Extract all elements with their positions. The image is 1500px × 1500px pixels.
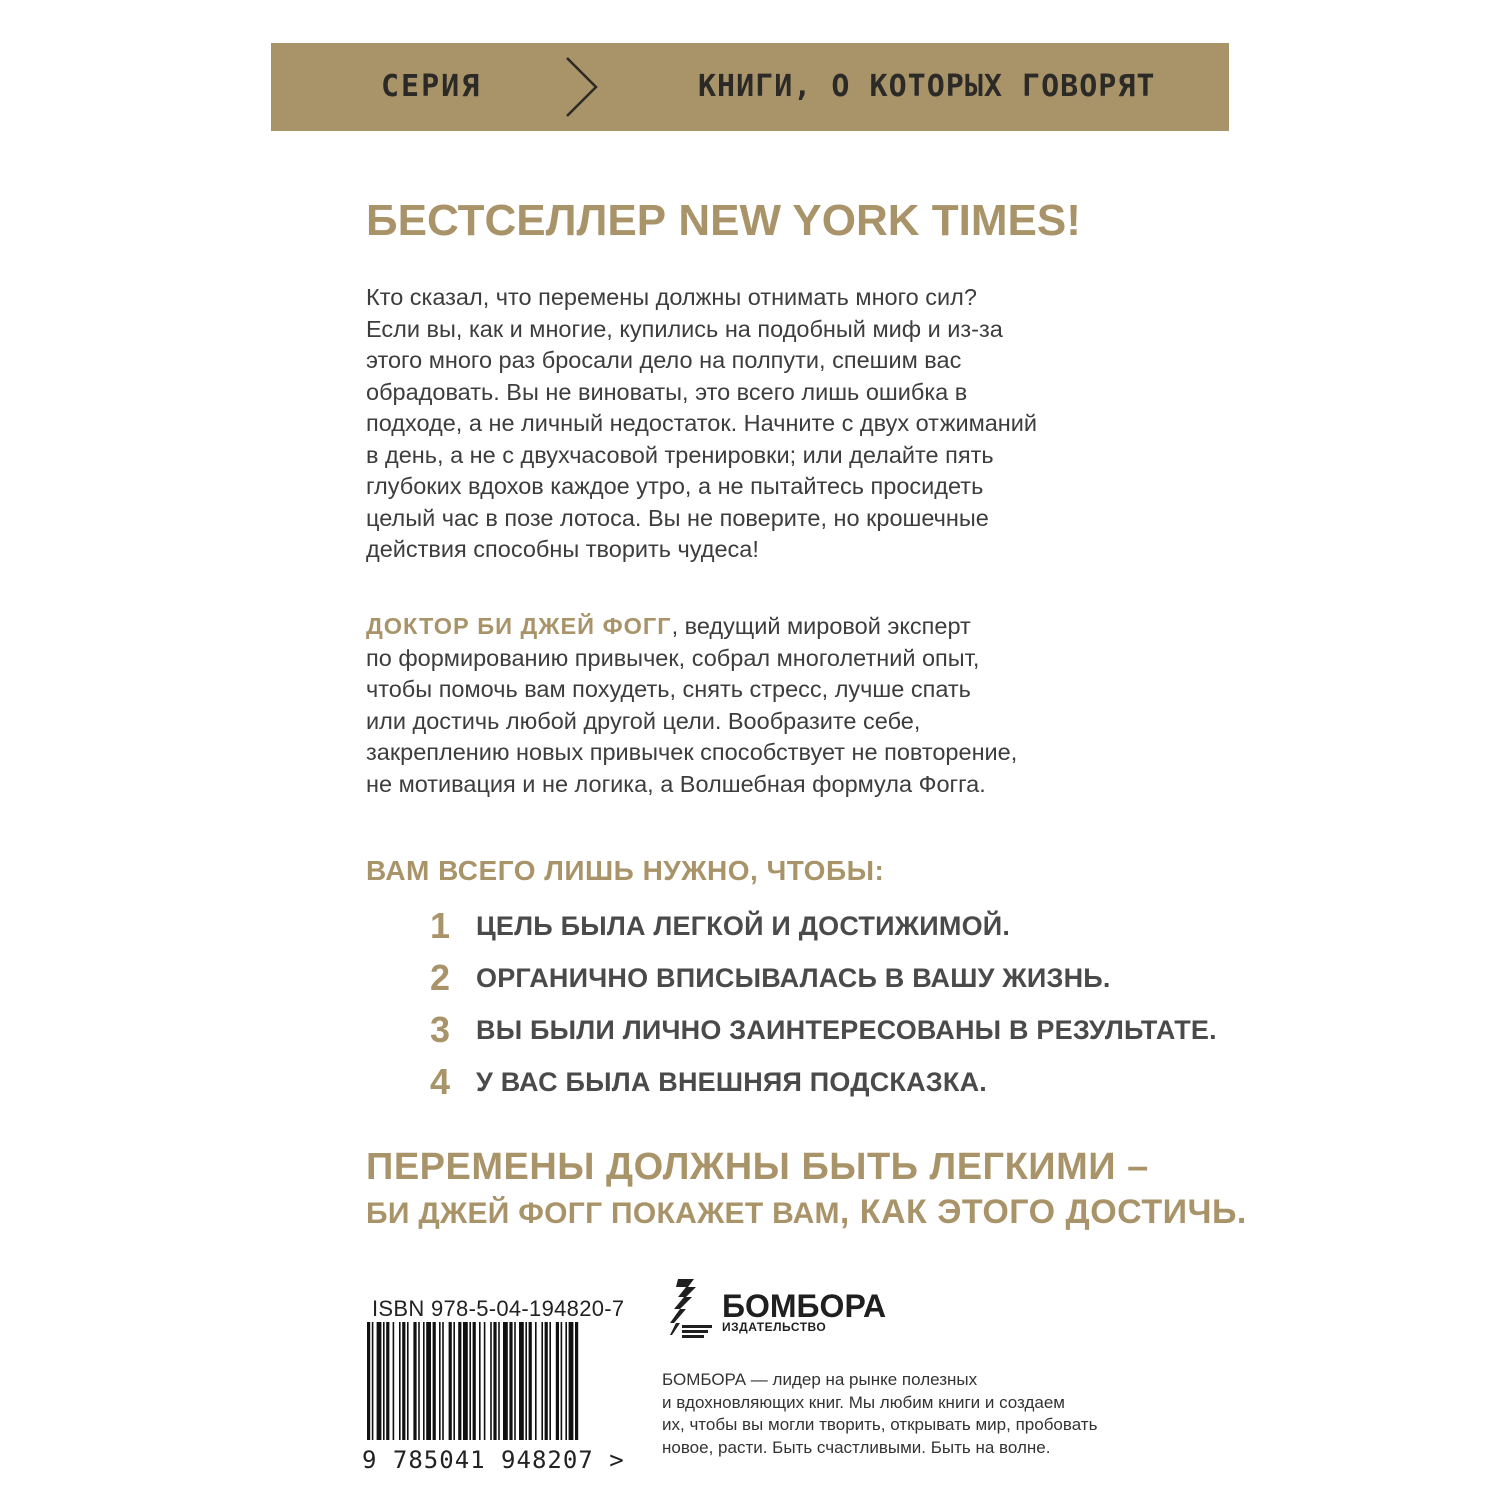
barcode-bar	[569, 1322, 574, 1440]
author-name: ДОКТОР БИ ДЖЕЙ ФОГГ	[366, 613, 672, 639]
paragraph-line: этого много раз бросали дело на полпути, спешим вас	[366, 347, 962, 373]
paragraph-line: Кто сказал, что перемены должны отнимать много сил?	[366, 284, 977, 310]
barcode-bar	[372, 1322, 374, 1440]
publisher-name: БОМБОРА	[722, 1288, 887, 1324]
barcode-bar	[575, 1322, 578, 1440]
publisher-line: и вдохновляющих книг. Мы любим книги и создаем	[662, 1392, 1065, 1412]
paragraph-line: в день, а не с двухчасовой тренировки; или делайте пять	[366, 441, 994, 468]
paragraph-line: чтобы помочь вам похудеть, снять стресс, лучше спать	[366, 676, 971, 702]
closing-line-2-part-b: , КАК ЭТОГО ДОСТИЧЬ.	[839, 1193, 1247, 1231]
author-first-line	[366, 611, 1156, 643]
author-paragraph	[366, 611, 1156, 800]
publisher-subtitle: ИЗДАТЕЛЬСТВО	[722, 1320, 827, 1334]
list-item-number: 4	[430, 1061, 451, 1102]
closing-line-2	[366, 1193, 1247, 1232]
barcode-bar	[484, 1322, 486, 1440]
chevron-right-icon	[564, 56, 600, 123]
list-item-text: ОРГАНИЧНО ВПИСЫВАЛАСЬ В ВАШУ ЖИЗНЬ.	[476, 963, 1111, 993]
barcode-bar	[458, 1322, 461, 1440]
isbn-text: ISBN 978-5-04-194820-7	[372, 1296, 625, 1321]
barcode-bar	[503, 1322, 508, 1440]
barcode-bar	[493, 1322, 496, 1440]
paragraph-line: закреплению новых привычек способствует не повторение,	[366, 739, 1018, 765]
paragraph-line: глубоких вдохов каждое утро, а не пытайтесь просидеть	[366, 473, 984, 499]
paragraph-line: подходе, а не личный недостаток. Начните с двух отжиманий	[366, 410, 1038, 436]
barcode-bar	[556, 1322, 559, 1440]
barcode-bar	[525, 1322, 527, 1440]
paragraph-line: действия способны творить чудеса!	[366, 536, 759, 562]
series-title: КНИГИ, О КОТОРЫХ ГОВОРЯТ	[698, 69, 1156, 104]
barcode-bar	[449, 1322, 452, 1440]
barcode-digits: 9 785041 948207 >	[362, 1446, 625, 1474]
paragraph-line: обрадовать. Вы не виноваты, это всего лишь ошибка в	[366, 378, 968, 405]
headline: БЕСТСЕЛЛЕР NEW YORK TIMES!	[366, 196, 1081, 245]
barcode-bar	[442, 1322, 444, 1440]
barcode-bar	[541, 1322, 543, 1440]
barcode-bar	[426, 1322, 431, 1440]
barcode-bar	[514, 1322, 516, 1440]
closing-line-1: ПЕРЕМЕНЫ ДОЛЖНЫ БЫТЬ ЛЕГКИМИ –	[366, 1146, 1149, 1188]
barcode-bar	[498, 1322, 500, 1440]
paragraph-line: целый час в позе лотоса. Вы не поверите, но крошечные	[366, 504, 989, 531]
list-item-text: ВЫ БЫЛИ ЛИЧНО ЗАИНТЕРЕСОВАНЫ В РЕЗУЛЬТАТЕ.	[476, 1015, 1217, 1045]
publisher-description	[662, 1369, 1142, 1459]
closing-line-2-part-a: БИ ДЖЕЙ ФОГГ ПОКАЖЕТ ВАМ	[366, 1197, 840, 1230]
publisher-line: БОМБОРА — лидер на рынке полезных	[662, 1370, 978, 1389]
barcode-bar	[386, 1322, 389, 1440]
barcode-bar	[549, 1322, 551, 1440]
barcode-bar	[399, 1322, 401, 1440]
barcode-bar	[402, 1322, 405, 1440]
barcode-bar	[413, 1322, 416, 1440]
barcode-bar	[490, 1322, 492, 1440]
list-item-number: 2	[430, 957, 451, 998]
barcode-bar	[509, 1322, 512, 1440]
barcode-bar	[561, 1322, 563, 1440]
barcode-bar	[393, 1322, 395, 1440]
barcode-bar	[519, 1322, 524, 1440]
barcode-bar	[473, 1322, 476, 1440]
list-item-text: У ВАС БЫЛА ВНЕШНЯЯ ПОДСКАЗКА.	[476, 1067, 987, 1097]
series-label: СЕРИЯ	[381, 69, 482, 104]
barcode-bar	[418, 1322, 420, 1440]
barcode-bar	[407, 1322, 409, 1440]
barcode-bar	[545, 1322, 548, 1440]
description-paragraph	[366, 282, 1156, 566]
barcode-bar	[439, 1322, 441, 1440]
barcode-bar	[453, 1322, 455, 1440]
paragraph-line: Если вы, как и многие, купились на подобный миф и из-за	[366, 315, 1003, 342]
list-item-text: ЦЕЛЬ БЫЛА ЛЕГКОЙ И ДОСТИЖИМОЙ.	[476, 911, 1011, 941]
need-title: ВАМ ВСЕГО ЛИШЬ НУЖНО, ЧТОБЫ:	[366, 855, 885, 886]
barcode-bar	[367, 1322, 370, 1440]
barcode-bar	[565, 1322, 567, 1440]
barcode-bar	[377, 1322, 382, 1440]
barcode-bar	[433, 1322, 436, 1440]
barcode-bar	[529, 1322, 532, 1440]
barcode-bar	[469, 1322, 471, 1440]
series-band	[271, 43, 1229, 131]
publisher-line: их, чтобы вы могли творить, открывать мир, пробовать	[662, 1415, 1098, 1434]
barcode-bar	[383, 1322, 385, 1440]
barcode-bar	[479, 1322, 481, 1440]
list-item-number: 1	[430, 905, 451, 946]
bombora-logo-icon	[668, 1277, 716, 1344]
paragraph-line: или достичь любой другой цели. Вообразите себе,	[366, 707, 921, 734]
barcode	[365, 1322, 580, 1442]
publisher-line: новое, расти. Быть счастливыми. Быть на волне.	[662, 1437, 1051, 1457]
barcode-bar	[463, 1322, 468, 1440]
paragraph-line: по формированию привычек, собрал многолетний опыт,	[366, 644, 980, 671]
barcode-bar	[535, 1322, 537, 1440]
author-first-line-rest: , ведущий мировой эксперт	[671, 613, 971, 639]
barcode-bar	[423, 1322, 425, 1440]
list-item-number: 3	[430, 1009, 451, 1050]
paragraph-line: не мотивация и не логика, а Волшебная формула Фогга.	[366, 770, 986, 797]
